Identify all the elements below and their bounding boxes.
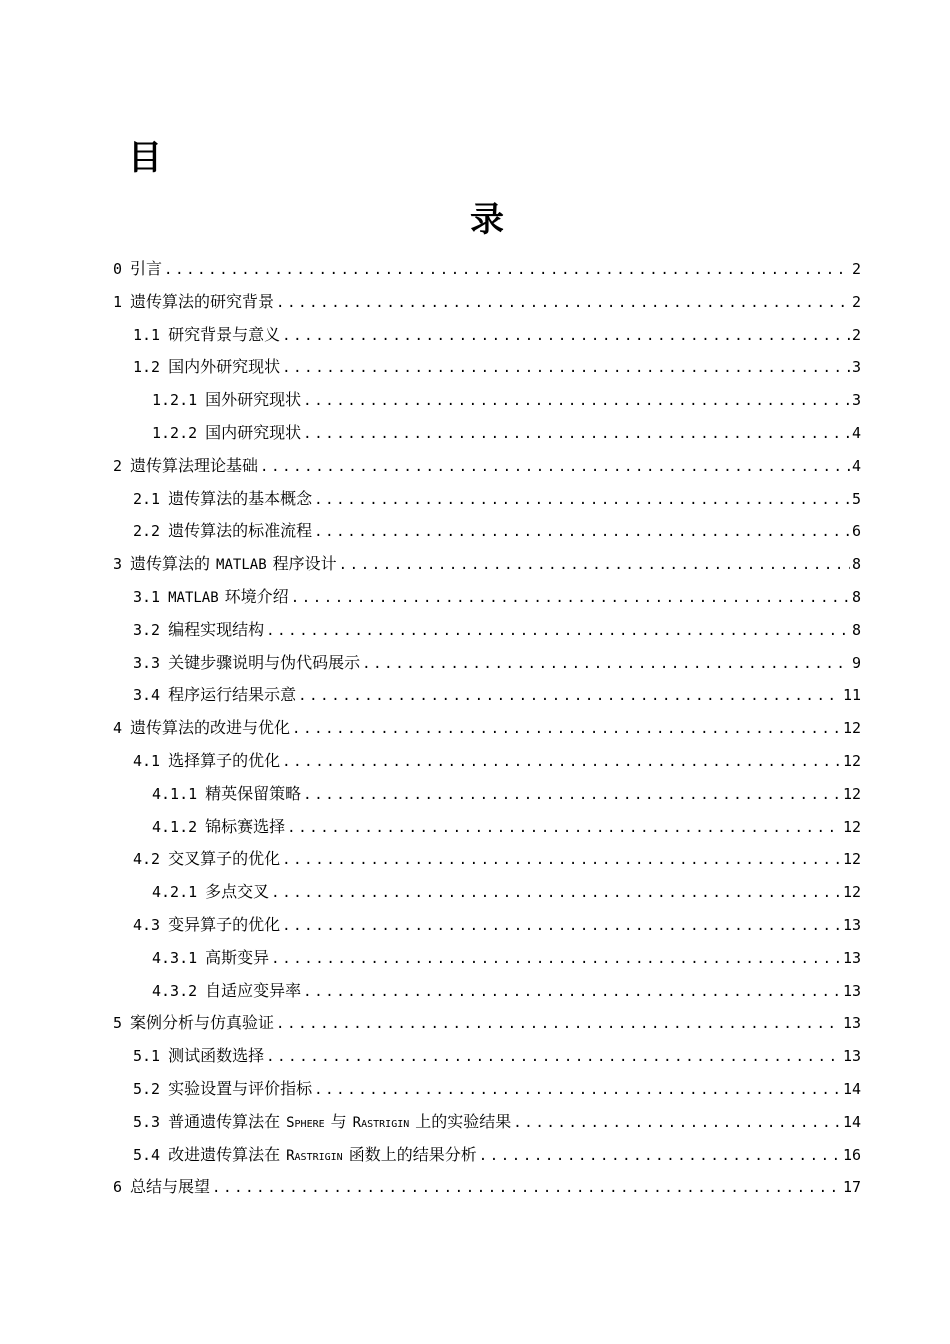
toc-title-first-char: 目 xyxy=(128,138,162,178)
toc-dot-leader xyxy=(362,648,850,681)
toc-dot-leader xyxy=(276,287,850,320)
toc-entry-page-number: 8 xyxy=(851,587,861,606)
toc-entry-number: 3.1 xyxy=(133,587,161,606)
toc-entry-page-number: 13 xyxy=(842,948,861,967)
toc-entry-label: 国内研究现状 xyxy=(205,422,302,442)
toc-entry[interactable] xyxy=(113,351,861,384)
toc-entry-page-number: 12 xyxy=(842,883,861,902)
toc-entry[interactable] xyxy=(113,679,861,712)
toc-dot-leader xyxy=(339,549,850,582)
toc-entry[interactable] xyxy=(113,1106,861,1139)
toc-entry[interactable] xyxy=(113,1007,861,1040)
table-of-contents xyxy=(113,253,861,1204)
toc-entry-label-part: 上的实验结果 xyxy=(415,1111,512,1131)
toc-entry-page-number: 8 xyxy=(851,620,861,639)
toc-entry-page-number: 13 xyxy=(842,981,861,1000)
toc-entry-number: 2 xyxy=(113,456,123,475)
toc-entry-page-number: 9 xyxy=(851,653,861,672)
toc-entry-page-number: 2 xyxy=(851,292,861,311)
toc-entry[interactable] xyxy=(113,1040,861,1073)
toc-entry-label: 案例分析与仿真验证 xyxy=(130,1013,275,1033)
toc-entry-number: 1.2.1 xyxy=(152,391,198,410)
toc-entry-label: 遗传算法的基本概念 xyxy=(168,488,313,508)
toc-entry-page-number: 12 xyxy=(842,719,861,738)
toc-entry[interactable] xyxy=(113,548,861,581)
toc-entry-number: 0 xyxy=(113,260,123,278)
toc-entry-number: 6 xyxy=(113,1178,123,1197)
toc-dot-leader xyxy=(271,943,841,976)
toc-entry-number: 4.2 xyxy=(133,850,161,869)
toc-entry-number: 3.3 xyxy=(133,653,161,672)
toc-entry[interactable] xyxy=(113,647,861,680)
toc-entry[interactable] xyxy=(113,1139,861,1172)
toc-entry-number: 4.1.1 xyxy=(152,784,198,803)
toc-entry-label: 关键步骤说明与伪代码展示 xyxy=(168,652,361,672)
toc-entry[interactable] xyxy=(113,811,861,844)
toc-entry-label-part: MATLAB xyxy=(216,557,267,574)
toc-dot-leader xyxy=(282,320,850,353)
toc-entry-page-number: 17 xyxy=(842,1178,861,1197)
toc-entry-page-number: 13 xyxy=(842,1014,861,1033)
toc-entry-label-part: 环境介绍 xyxy=(224,586,289,606)
toc-entry-label-part: Rastrigin xyxy=(286,1147,343,1164)
toc-dot-leader xyxy=(276,1008,841,1041)
toc-entry[interactable] xyxy=(113,909,861,942)
toc-entry-page-number: 12 xyxy=(842,850,861,869)
toc-entry-label: 选择算子的优化 xyxy=(168,750,281,770)
toc-entry-label: 遗传算法的研究背景 xyxy=(130,291,275,311)
toc-entry-number: 4 xyxy=(113,719,123,738)
toc-entry-label-part: Sphere xyxy=(286,1114,325,1131)
toc-entry-page-number: 3 xyxy=(851,391,861,410)
toc-dot-leader xyxy=(282,844,841,877)
toc-entry-number: 4.1 xyxy=(133,751,161,770)
toc-dot-leader xyxy=(298,680,841,713)
toc-entry-number: 4.3.1 xyxy=(152,948,198,967)
toc-entry[interactable] xyxy=(113,876,861,909)
toc-dot-leader xyxy=(303,779,841,812)
toc-entry-label: 测试函数选择 xyxy=(168,1046,265,1066)
toc-entry-page-number: 11 xyxy=(842,686,861,705)
toc-entry-number: 5.3 xyxy=(133,1112,161,1131)
toc-entry-page-number: 12 xyxy=(842,817,861,836)
toc-entry-page-number: 12 xyxy=(842,784,861,803)
toc-entry-label-part: 改进遗传算法在 xyxy=(168,1144,281,1164)
toc-entry-label: 交叉算子的优化 xyxy=(168,849,281,869)
toc-title-second-char: 录 xyxy=(470,200,504,240)
toc-entry-label-part: 函数上的结果分析 xyxy=(348,1144,477,1164)
toc-entry-label-part: Rastrigin xyxy=(352,1114,410,1131)
toc-dot-leader xyxy=(266,615,850,648)
toc-dot-leader xyxy=(271,877,841,910)
toc-entry-label: 实验设置与评价指标 xyxy=(168,1078,313,1098)
toc-entry-label: 遗传算法理论基础 xyxy=(130,455,259,475)
toc-entry-label-part: 普通遗传算法在 xyxy=(168,1111,281,1131)
toc-entry-page-number: 14 xyxy=(842,1079,861,1098)
toc-entry-label: 高斯变异 xyxy=(205,947,270,967)
toc-dot-leader xyxy=(513,1107,841,1140)
toc-dot-leader xyxy=(314,1074,841,1107)
toc-entry-number: 5 xyxy=(113,1014,123,1033)
toc-entry-number: 3 xyxy=(113,555,123,574)
toc-dot-leader xyxy=(291,582,850,615)
toc-entry-label-part: 与 xyxy=(330,1111,347,1131)
toc-entry-number: 2.1 xyxy=(133,489,161,508)
toc-entry[interactable] xyxy=(113,745,861,778)
toc-entry-number: 1 xyxy=(113,292,123,311)
toc-entry-page-number: 2 xyxy=(851,260,861,278)
toc-dot-leader xyxy=(287,812,841,845)
toc-dot-leader xyxy=(282,910,841,943)
toc-dot-leader xyxy=(314,484,850,517)
toc-dot-leader xyxy=(212,1172,841,1205)
toc-entry-label: 遗传算法的标准流程 xyxy=(168,521,313,541)
toc-entry-page-number: 16 xyxy=(842,1145,861,1164)
toc-entry[interactable] xyxy=(113,614,861,647)
toc-entry-label: 总结与展望 xyxy=(130,1177,211,1197)
toc-entry-number: 5.1 xyxy=(133,1047,161,1066)
toc-dot-leader xyxy=(303,976,841,1009)
toc-entry-label: 遗传算法的改进与优化 xyxy=(130,718,291,738)
toc-entry-number: 4.3.2 xyxy=(152,981,198,1000)
toc-entry[interactable] xyxy=(113,712,861,745)
toc-entry[interactable] xyxy=(113,483,861,516)
toc-dot-leader xyxy=(260,451,850,484)
toc-dot-leader xyxy=(303,385,850,418)
toc-entry-label: 锦标赛选择 xyxy=(205,816,286,836)
toc-entry-number: 3.4 xyxy=(133,686,161,705)
toc-entry-label: 引言 xyxy=(130,259,163,278)
toc-entry[interactable] xyxy=(113,975,861,1008)
toc-dot-leader xyxy=(314,516,850,549)
toc-entry-page-number: 12 xyxy=(842,751,861,770)
toc-dot-leader xyxy=(282,352,850,385)
toc-entry[interactable] xyxy=(113,515,861,548)
toc-entry-number: 1.1 xyxy=(133,325,161,344)
toc-entry-number: 1.2 xyxy=(133,358,161,377)
toc-entry-label: 研究背景与意义 xyxy=(168,324,281,344)
toc-dot-leader xyxy=(282,746,841,779)
toc-entry-number: 4.1.2 xyxy=(152,817,198,836)
toc-entry-page-number: 13 xyxy=(842,915,861,934)
toc-entry-label: 精英保留策略 xyxy=(205,783,302,803)
toc-entry[interactable] xyxy=(113,1171,861,1204)
toc-entry-label-part: 程序设计 xyxy=(272,554,337,574)
toc-entry-page-number: 2 xyxy=(851,325,861,344)
toc-entry-label: 变异算子的优化 xyxy=(168,914,281,934)
toc-entry-number: 5.4 xyxy=(133,1145,161,1164)
toc-dot-leader xyxy=(292,713,841,746)
toc-entry-label-part: MATLAB xyxy=(168,589,219,606)
toc-entry-label xyxy=(168,1139,477,1173)
toc-entry-label: 多点交叉 xyxy=(205,882,270,902)
toc-entry-label: 程序运行结果示意 xyxy=(168,685,297,705)
toc-entry-page-number: 14 xyxy=(842,1112,861,1131)
toc-entry-number: 3.2 xyxy=(133,620,161,639)
toc-dot-leader xyxy=(266,1041,841,1074)
toc-entry-page-number: 6 xyxy=(851,522,861,541)
toc-entry-number: 5.2 xyxy=(133,1079,161,1098)
toc-entry[interactable] xyxy=(113,581,861,614)
toc-entry-page-number: 13 xyxy=(842,1047,861,1066)
toc-entry-number: 4.2.1 xyxy=(152,883,198,902)
toc-dot-leader xyxy=(164,254,850,287)
toc-entry[interactable] xyxy=(113,942,861,975)
toc-entry[interactable] xyxy=(113,843,861,876)
toc-entry-label: 国内外研究现状 xyxy=(168,357,281,377)
toc-entry-label xyxy=(168,1106,511,1140)
toc-entry-label: 自适应变异率 xyxy=(205,980,302,1000)
toc-entry[interactable] xyxy=(113,1073,861,1106)
toc-entry-number: 1.2.2 xyxy=(152,423,198,442)
toc-entry-label: 国外研究现状 xyxy=(205,390,302,410)
toc-entry-label: 编程实现结构 xyxy=(168,619,265,639)
toc-entry[interactable] xyxy=(113,384,861,417)
toc-entry-page-number: 8 xyxy=(851,555,861,574)
toc-entry[interactable] xyxy=(113,253,861,286)
toc-entry-label xyxy=(168,581,289,615)
toc-entry[interactable] xyxy=(113,778,861,811)
toc-entry-number: 4.3 xyxy=(133,915,161,934)
toc-entry-page-number: 4 xyxy=(851,423,861,442)
toc-dot-leader xyxy=(303,418,850,451)
toc-dot-leader xyxy=(479,1140,841,1173)
toc-entry-label xyxy=(130,548,337,582)
toc-entry-page-number: 4 xyxy=(851,456,861,475)
toc-entry-page-number: 3 xyxy=(851,358,861,377)
toc-entry[interactable] xyxy=(113,450,861,483)
toc-entry-number: 2.2 xyxy=(133,522,161,541)
toc-entry[interactable] xyxy=(113,286,861,319)
toc-entry-page-number: 5 xyxy=(851,489,861,508)
toc-entry[interactable] xyxy=(113,417,861,450)
toc-entry-label-part: 遗传算法的 xyxy=(130,554,211,574)
toc-entry[interactable] xyxy=(113,319,861,352)
